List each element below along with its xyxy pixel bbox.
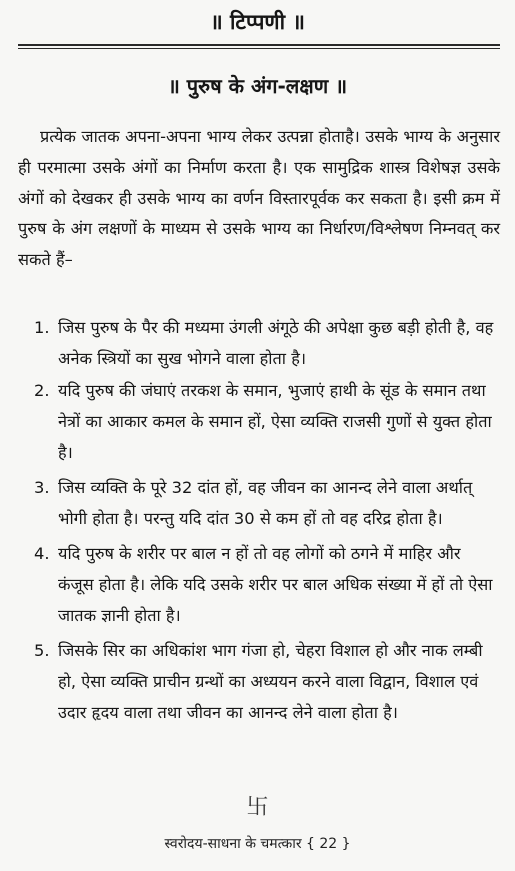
page-footer: स्वरोदय-साधना के चमत्कार { 22 } — [164, 836, 351, 852]
list-item-text: जिस पुरुष के पैर की मध्यमा उंगली अंगूठे की अपेक्षा कुछ बड़ी होती है, वह अनेक स्त्रियों का सुख भोगने वाला होता है। — [58, 318, 494, 368]
list-item-text: यदि पुरुष की जंघाएं तरकश के समान, भुजाएं हाथी के सूंड के समान तथा नेत्रों का आकार कमल के समान हों, ऐसा व्यक्ति राजसी गुणों से युक्त होता है। — [58, 381, 492, 462]
title-rule — [18, 44, 500, 46]
list-item-number: 5. — [34, 641, 50, 660]
section-heading: ॥ पुरुष के अंग-लक्षण ॥ — [167, 74, 348, 98]
list-item-number: 2. — [34, 381, 50, 400]
list-item — [18, 312, 500, 374]
swastika-icon: 卐 — [246, 795, 269, 820]
list-item — [18, 538, 500, 631]
title-rule-thin — [18, 48, 500, 49]
numbered-list — [18, 312, 500, 728]
list-item-text: जिसके सिर का अधिकांश भाग गंजा हो, चेहरा विशाल हो और नाक लम्बी हो, ऐसा व्यक्ति प्राचीन ग्रन्थों का अध्ययन करने वाला विद्वान, विशाल एवं उदार हृदय वाला तथा जीवन का आनन्द लेने वाला होता है। — [58, 641, 483, 722]
page-title: ॥ टिप्पणी ॥ — [210, 10, 305, 34]
list-item-text: जिस व्यक्ति के पूरे 32 दांत हों, वह जीवन का आनन्द लेने वाला अर्थात् भोगी होता है। परन्तु यदि दांत 30 से कम हों तो वह दरिद्र होता है। — [58, 478, 473, 528]
list-item — [18, 375, 500, 468]
list-item-text: यदि पुरुष के शरीर पर बाल न हों तो वह लोगों को ठगने में माहिर और कंजूस होता है। लेकि यदि उसके शरीर पर बाल अधिक संख्या में हों तो ऐसा जातक ज्ञानी होता है। — [58, 544, 493, 625]
list-item — [18, 472, 500, 534]
list-item-number: 4. — [34, 544, 50, 563]
intro-paragraph: प्रत्येक जातक अपना-अपना भाग्य लेकर उत्पन्ना होताहै। उसके भाग्य के अनुसार ही परमात्मा उसके अंगों का निर्माण करता है। एक सामुद्रिक शास्त्र विशेषज्ञ उसके अंगों को देखकर ही उसके भाग्य का वर्णन विस्तारपूर्वक कर सकता है। इसी क्रम में पुरुष के अंग लक्षणों के माध्यम से उसके भाग्य का निर्धारण/विश्लेषण निम्नवत् कर सकते हैं– — [18, 127, 500, 270]
list-item-number: 1. — [34, 318, 50, 337]
list-item — [18, 635, 500, 728]
list-item-number: 3. — [34, 478, 50, 497]
